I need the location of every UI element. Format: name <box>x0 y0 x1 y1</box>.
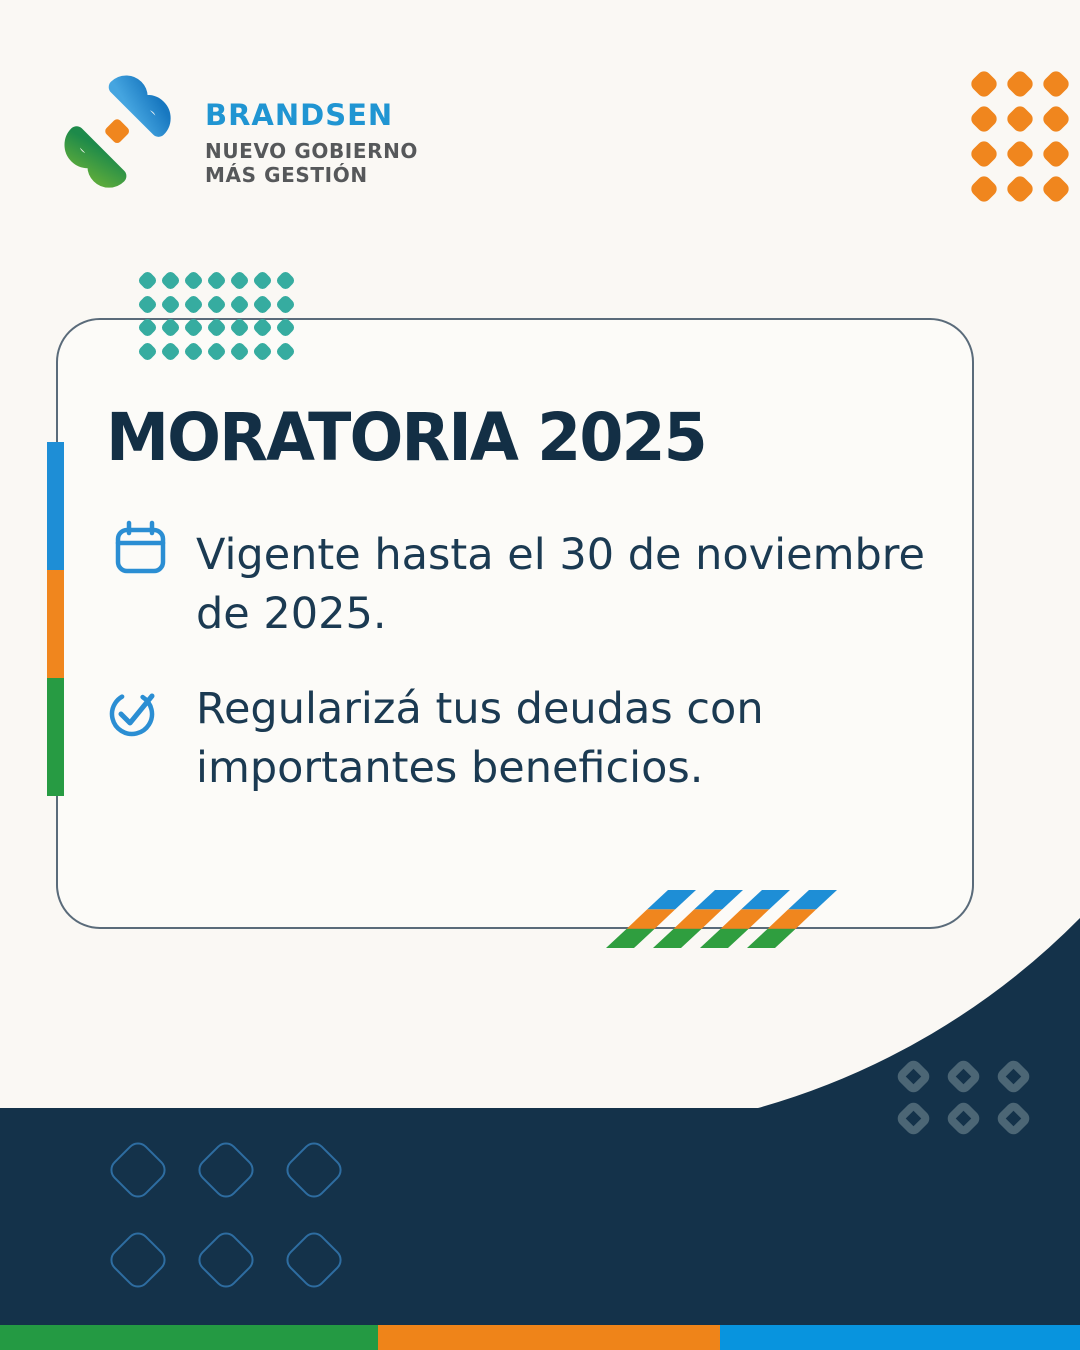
orange-dot <box>1004 103 1035 134</box>
orange-dot <box>1004 68 1035 99</box>
teal-dot <box>183 294 204 315</box>
teal-dot <box>137 294 158 315</box>
bullet-vigencia-line2: de 2025. <box>196 589 387 639</box>
orange-dot <box>1040 138 1071 169</box>
orange-dot <box>1004 138 1035 169</box>
teal-dot <box>229 294 250 315</box>
teal-dot <box>252 317 273 338</box>
gray-diamond-ring <box>944 1057 982 1095</box>
teal-dot <box>275 317 296 338</box>
gray-diamond-ring <box>994 1099 1032 1137</box>
accent-bar-blue <box>47 442 64 570</box>
slash-stripes-pattern <box>606 890 838 948</box>
bullet-beneficios-line1: Regularizá tus deudas con <box>196 684 764 734</box>
brand-name: BRANDSEN <box>205 98 394 132</box>
calendar-icon <box>112 519 169 576</box>
teal-dot <box>137 341 158 362</box>
logo-orange-diamond <box>103 117 130 144</box>
logo-blue-b <box>116 76 170 130</box>
blue-diamond-outline <box>193 1137 258 1202</box>
teal-dot <box>206 317 227 338</box>
orange-dot <box>968 68 999 99</box>
orange-dot <box>1004 173 1035 204</box>
gray-diamond-ring <box>894 1099 932 1137</box>
teal-dot <box>275 294 296 315</box>
accent-bar-green <box>47 678 64 796</box>
teal-dot <box>160 341 181 362</box>
orange-dot <box>968 103 999 134</box>
strip-blue <box>720 1325 1080 1350</box>
check-circle-icon <box>107 684 163 740</box>
teal-dot <box>183 341 204 362</box>
gray-diamond-ring <box>994 1057 1032 1095</box>
gray-diamond-ring <box>944 1099 982 1137</box>
bullet-beneficios <box>196 680 764 798</box>
bullet-beneficios-line2: importantes beneficios. <box>196 743 704 793</box>
brand-tagline-line2: MÁS GESTIÓN <box>205 163 368 187</box>
brand-tagline-line1: NUEVO GOBIERNO <box>205 139 419 163</box>
blue-diamond-outline <box>281 1227 346 1292</box>
blue-diamond-outline <box>105 1227 170 1292</box>
teal-dot <box>137 270 158 291</box>
bottom-color-strip <box>0 1325 1080 1350</box>
teal-dots-pattern <box>136 269 297 363</box>
gray-diamond-rings-pattern <box>888 1055 1038 1139</box>
teal-dot <box>252 294 273 315</box>
orange-dot <box>968 138 999 169</box>
logo-green-b <box>65 134 119 188</box>
orange-dot <box>1040 68 1071 99</box>
brandsen-logo-icon <box>52 66 184 198</box>
orange-dot <box>1040 103 1071 134</box>
blue-diamond-outline <box>105 1137 170 1202</box>
teal-dot <box>160 294 181 315</box>
teal-dot <box>206 270 227 291</box>
teal-dot <box>183 317 204 338</box>
orange-dot <box>968 173 999 204</box>
teal-dot <box>275 270 296 291</box>
teal-dot <box>206 294 227 315</box>
teal-dot <box>160 270 181 291</box>
strip-green <box>0 1325 378 1350</box>
teal-dot <box>229 317 250 338</box>
blue-diamond-outlines-pattern <box>94 1125 358 1305</box>
brand-text-block <box>205 98 418 187</box>
teal-dot <box>183 270 204 291</box>
bullet-vigencia-line1: Vigente hasta el 30 de noviembre <box>196 530 925 580</box>
orange-dot <box>1040 173 1071 204</box>
page-title: MORATORIA 2025 <box>106 399 706 476</box>
blue-diamond-outline <box>193 1227 258 1292</box>
teal-dot <box>252 270 273 291</box>
gray-diamond-ring <box>894 1057 932 1095</box>
left-accent-bar <box>47 442 64 796</box>
blue-diamond-outline <box>281 1137 346 1202</box>
teal-dot <box>275 341 296 362</box>
teal-dot <box>137 317 158 338</box>
bullet-vigencia <box>196 526 925 644</box>
teal-dot <box>229 270 250 291</box>
teal-dot <box>229 341 250 362</box>
accent-bar-orange <box>47 570 64 678</box>
teal-dot <box>206 341 227 362</box>
strip-orange <box>378 1325 720 1350</box>
teal-dot <box>252 341 273 362</box>
orange-dots-pattern <box>966 66 1074 206</box>
teal-dot <box>160 317 181 338</box>
